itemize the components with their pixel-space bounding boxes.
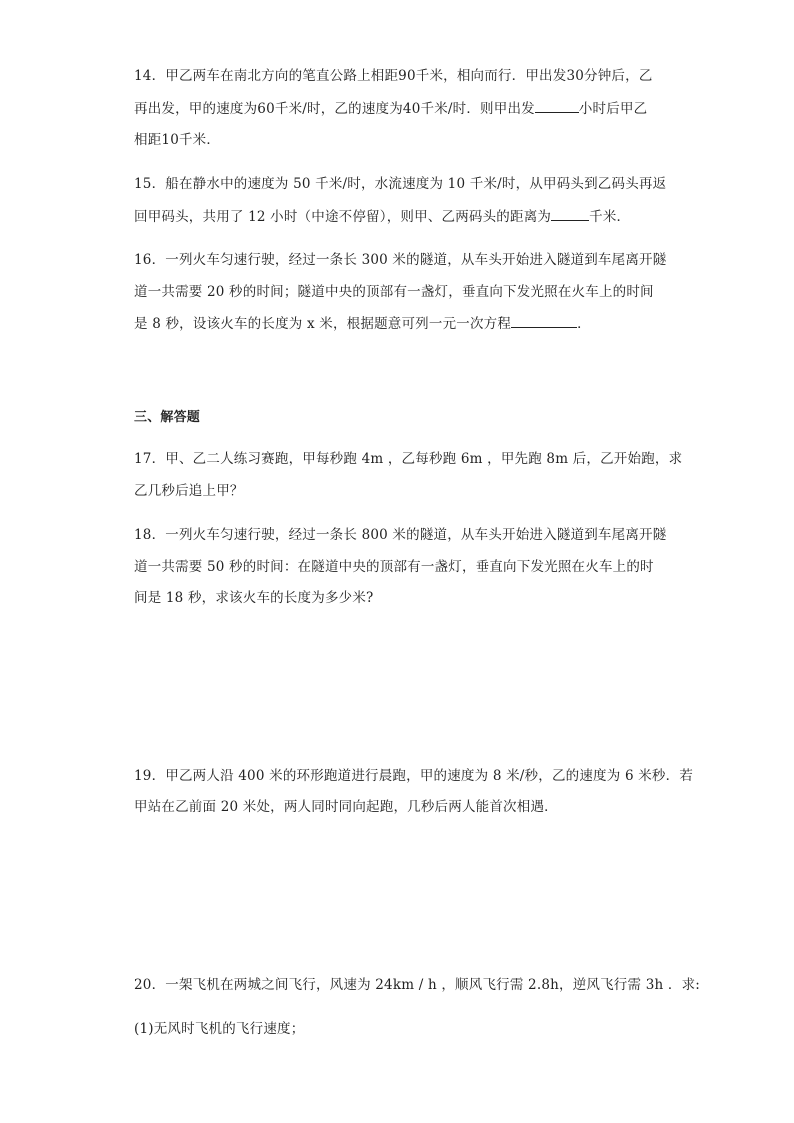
- q14-answer-blank[interactable]: [535, 98, 579, 113]
- q14-line-2-text-a: 再出发，甲的速度为60千米/时，乙的速度为40千米/时．则甲出发: [134, 101, 535, 117]
- q14-line-1: 14．甲乙两车在南北方向的笔直公路上相距90千米，相向而行．甲出发30分钟后，乙: [134, 68, 653, 84]
- q19-line-2: 甲站在乙前面 20 米处，两人同时同向起跑，几秒后两人能首次相遇．: [134, 799, 558, 815]
- section-heading: 三、解答题: [134, 410, 201, 425]
- q14-line-2: [134, 98, 647, 119]
- q16-line-3: [134, 313, 591, 334]
- q15-line-1: 15．船在静水中的速度为 50 千米/时，水流速度为 10 千米/时，从甲码头到乙码头再返: [134, 176, 667, 192]
- q15-answer-blank[interactable]: [551, 206, 589, 221]
- q15-line-2: [134, 206, 630, 227]
- q20-line-1: 20．一架飞机在两城之间飞行，风速为 24km / h ，顺风飞行需 2.8h，逆风飞行需 3h ．求:: [134, 977, 701, 993]
- q20-line-2: (1)无风时飞机的飞行速度；: [134, 1021, 305, 1037]
- q18-line-1: 18．一列火车匀速行驶，经过一条长 800 米的隧道，从车头开始进入隧道到车尾离开隧: [134, 527, 667, 543]
- q18-line-2: 道一共需要 50 秒的时间：在隧道中央的顶部有一盏灯，垂直向下发光照在火车上的时: [134, 559, 654, 575]
- q15-line-2-text-b: 千米．: [589, 209, 631, 225]
- q18-line-3: 间是 18 秒，求该火车的长度为多少米?: [134, 590, 374, 606]
- q15-line-2-text-a: 回甲码头，共用了 12 小时（中途不停留），则甲、乙两码头的距离为: [134, 209, 552, 225]
- q17-line-2: 乙几秒后追上甲？: [134, 483, 244, 499]
- q19-line-1: 19．甲乙两人沿 400 米的环形跑道进行晨跑，甲的速度为 8 米/秒，乙的速度为 6 米秒．若: [134, 768, 694, 784]
- q17-line-1: 17．甲、乙二人练习赛跑，甲每秒跑 4m ，乙每秒跑 6m ，甲先跑 8m 后，乙开始跑，求: [134, 451, 683, 467]
- q16-line-2: 道一共需要 20 秒的时间；隧道中央的顶部有一盏灯，垂直向下发光照在火车上的时间: [134, 284, 654, 300]
- q16-line-3-text-b: ．: [577, 316, 591, 332]
- q16-answer-blank[interactable]: [511, 313, 577, 328]
- q14-line-3: 相距10千米．: [134, 132, 221, 148]
- q14-line-2-text-b: 小时后甲乙: [578, 101, 648, 117]
- q16-line-1: 16．一列火车匀速行驶，经过一条长 300 米的隧道，从车头开始进入隧道到车尾离开隧: [134, 252, 667, 268]
- q16-line-3-text-a: 是 8 秒，设该火车的长度为 x 米，根据题意可列一元一次方程: [134, 316, 512, 332]
